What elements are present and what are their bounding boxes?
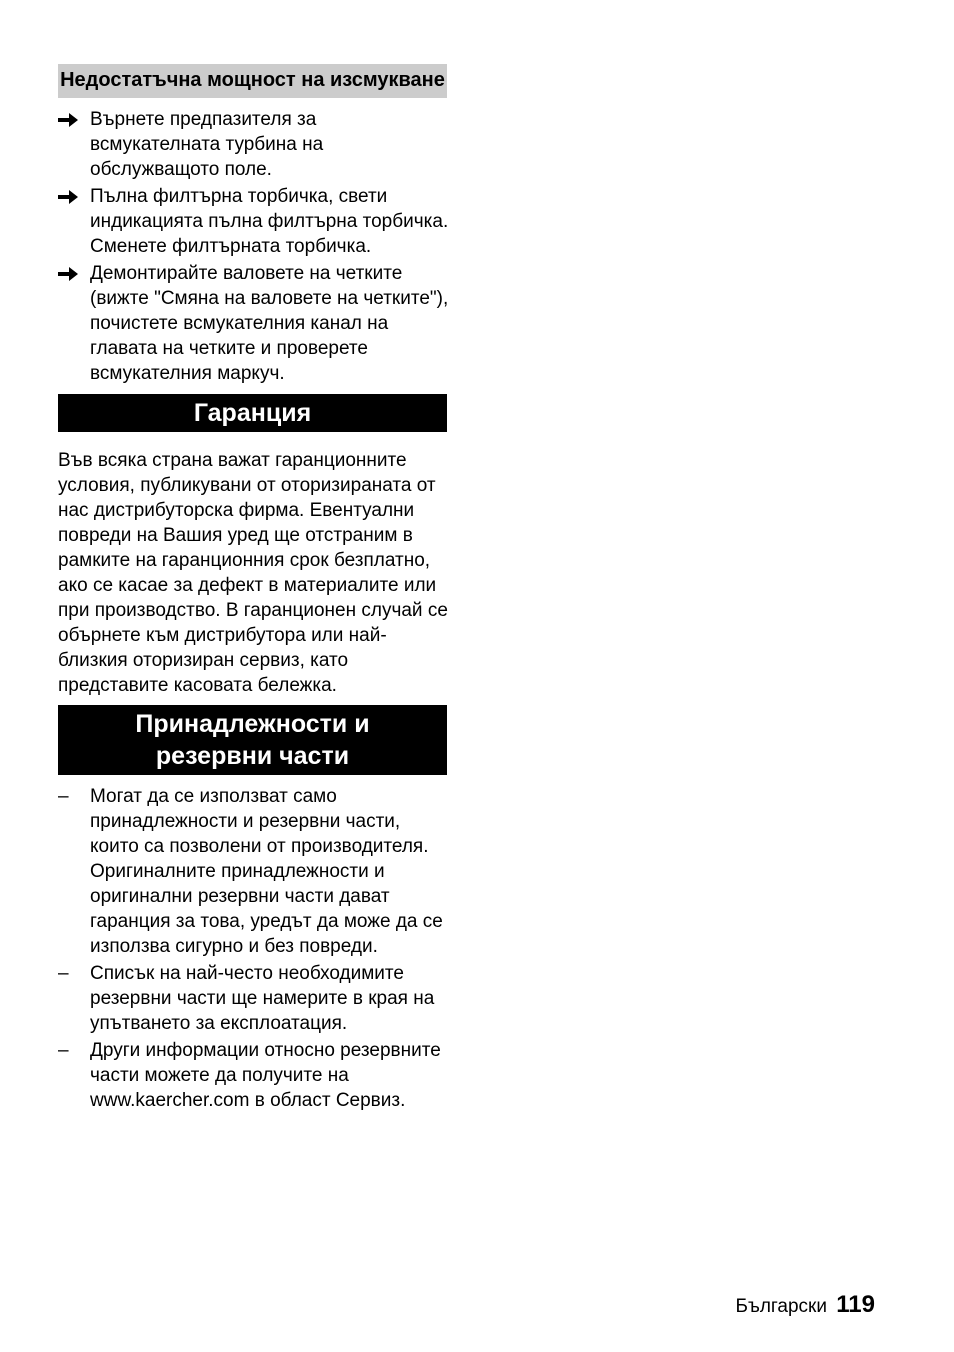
dash-marker: –	[58, 786, 69, 807]
section-heading-low-suction: Недостатъчна мощност на изсмукване	[58, 64, 447, 98]
page-footer	[735, 1288, 875, 1324]
list-item	[58, 261, 450, 386]
accessories-list	[58, 784, 450, 1113]
list-item	[58, 1038, 450, 1113]
dash-marker: –	[58, 1040, 69, 1061]
heading-line: Принадлежности и	[135, 710, 370, 738]
arrow-right-icon	[58, 107, 80, 127]
footer-language: Български	[735, 1296, 827, 1317]
warranty-paragraph: Във всяка страна важат гаранционните условия, публикувани от оторизираната от нас дистрибуторска фирма. Евентуални повреди на Вашия уред ще отстраним в рамките на гаранционния срок безплатно, ако се касае за дефект в материалите или при производство. В гаранционен случай се обърнете към дистрибутора или най-близкия оторизиран сервиз, като представите касовата бележка.	[58, 450, 448, 696]
list-item	[58, 961, 450, 1036]
arrow-right-icon	[58, 184, 80, 204]
list-item	[58, 107, 450, 182]
low-suction-remedies-list	[58, 107, 450, 386]
list-item-text: Могат да се използват само принадлежности и резервни части, които са позволени от производителя. Оригиналните принадлежности и оригинални резервни части дават гаранция за това, уредът да може да се използва сигурно и без повреди.	[90, 786, 443, 957]
content-column	[58, 64, 450, 1115]
list-item-text: Списък на най-често необходимите резервни части ще намерите в края на упътването за експлоатация.	[90, 963, 435, 1034]
list-item	[58, 784, 450, 959]
list-item-text: Пълна филтърна торбичка, свети индикацията пълна филтърна торбичка. Сменете филтърната торбичка.	[90, 186, 449, 257]
list-item-text: Други информации относно резервните части можете да получите на www.kaercher.com в област Сервиз.	[90, 1040, 441, 1111]
list-item	[58, 184, 450, 259]
page-number: 119	[836, 1291, 875, 1318]
section-heading-accessories	[58, 705, 447, 775]
dash-marker: –	[58, 963, 69, 984]
section-heading-warranty: Гаранция	[58, 394, 447, 432]
heading-line: резервни части	[155, 742, 350, 770]
list-item-text: Върнете предпазителя за всмукателната турбина на обслужващото поле.	[90, 109, 324, 180]
arrow-right-icon	[58, 261, 80, 281]
list-item-text: Демонтирайте валовете на четките (вижте "Смяна на валовете на четките"), почистете всмукателния канал на главата на четките и проверете всмукателния маркуч.	[90, 263, 449, 384]
